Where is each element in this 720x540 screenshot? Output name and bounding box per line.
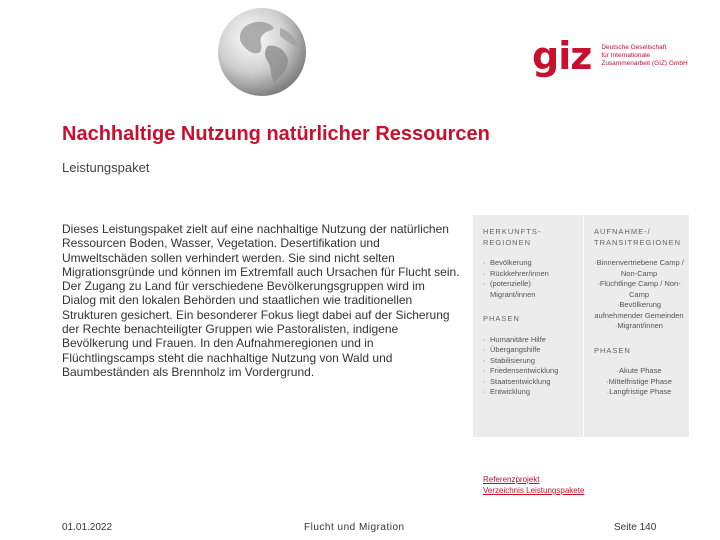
logo-line: Zusammenarbeit (GIZ) GmbH — [601, 60, 688, 67]
list-item: · Binnenvertriebene Camp / Non-Camp — [594, 258, 684, 279]
list-item: · Humanitäre Hilfe — [483, 335, 578, 346]
list-item: · Staatsentwicklung — [483, 377, 578, 388]
page-subtitle: Leistungspaket — [62, 160, 150, 175]
list-item: · Friedensentwicklung — [483, 366, 578, 377]
regions-panel — [473, 215, 689, 437]
list-item: · Mittelfristige Phase — [594, 377, 684, 388]
list-item: · Rückkehrer/innen — [483, 269, 578, 280]
list-item: · Migrant/innen — [594, 321, 684, 332]
list-item: · (potenzielle) Migrant/innen — [483, 279, 578, 300]
logo-line: für Internationale — [601, 52, 651, 59]
column-heading: HERKUNFTS- REGIONEN — [483, 227, 542, 247]
list-item: · Bevölkerung aufnehmender Gemeinden — [594, 300, 684, 321]
logo-mark: giz — [532, 34, 592, 78]
phases-heading: PHASEN — [594, 345, 631, 355]
links — [483, 474, 584, 496]
body-text: Dieses Leistungspaket zielt auf eine nachhaltige Nutzung der natürlichen Ressourcen Boden, Wasser, Vegetation. Desertifikation und Umweltschäden sollen verhindert werden. Sie sind nicht selten Migrationsgründe und können im Extremfall auch Ursachen für Flucht sein. Der Zugang zu Land für verschiedene Bevölkerungsgruppen wird im Dialog mit den lokalen Behörden und staatlichen wie traditionellen Strukturen gesichert. Ein besonderer Fokus liegt dabei auf der Sicherung der Rechte benachteiligter Gruppen wie Pastoralisten, indigene Bevölkerung und Frauen. In den Aufnahmeregionen und in Flüchtlingscamps steht die nachhaltige Nutzung von Wald und Baumbeständen als Brennholz im Vordergrund. — [62, 222, 460, 379]
list-item: · Flüchtlinge Camp / Non-Camp — [594, 279, 684, 300]
list-item: · Akute Phase — [594, 366, 684, 377]
service-packages-link[interactable]: Verzeichnis Leistungspakete — [483, 486, 585, 495]
phases-heading: PHASEN — [483, 314, 520, 323]
logo-text — [601, 44, 687, 68]
globe-icon — [216, 6, 308, 98]
list-item: · Übergangshilfe — [483, 345, 578, 356]
footer-center: Flucht und Migration — [304, 522, 405, 533]
reference-project-link[interactable]: Referenzprojekt — [483, 475, 540, 484]
list-item: · Bevölkerung — [483, 258, 578, 269]
host-regions-column — [594, 227, 684, 412]
footer-date: 01.01.2022 — [62, 522, 113, 533]
logo-line: Deutsche Gesellschaft — [601, 44, 667, 51]
origin-regions-column — [483, 227, 578, 412]
list-item: · Langfristige Phase — [594, 387, 684, 398]
page-title: Nachhaltige Nutzung natürlicher Ressourcen — [62, 123, 490, 145]
footer-page: Seite 140 — [614, 522, 657, 533]
list-item: · Stabilisierung — [483, 356, 578, 367]
giz-logo — [532, 34, 688, 78]
panel-divider — [583, 215, 584, 437]
list-item: · Entwicklung — [483, 387, 578, 398]
column-heading: AUFNAHME-/ TRANSITREGIONEN — [594, 227, 682, 247]
